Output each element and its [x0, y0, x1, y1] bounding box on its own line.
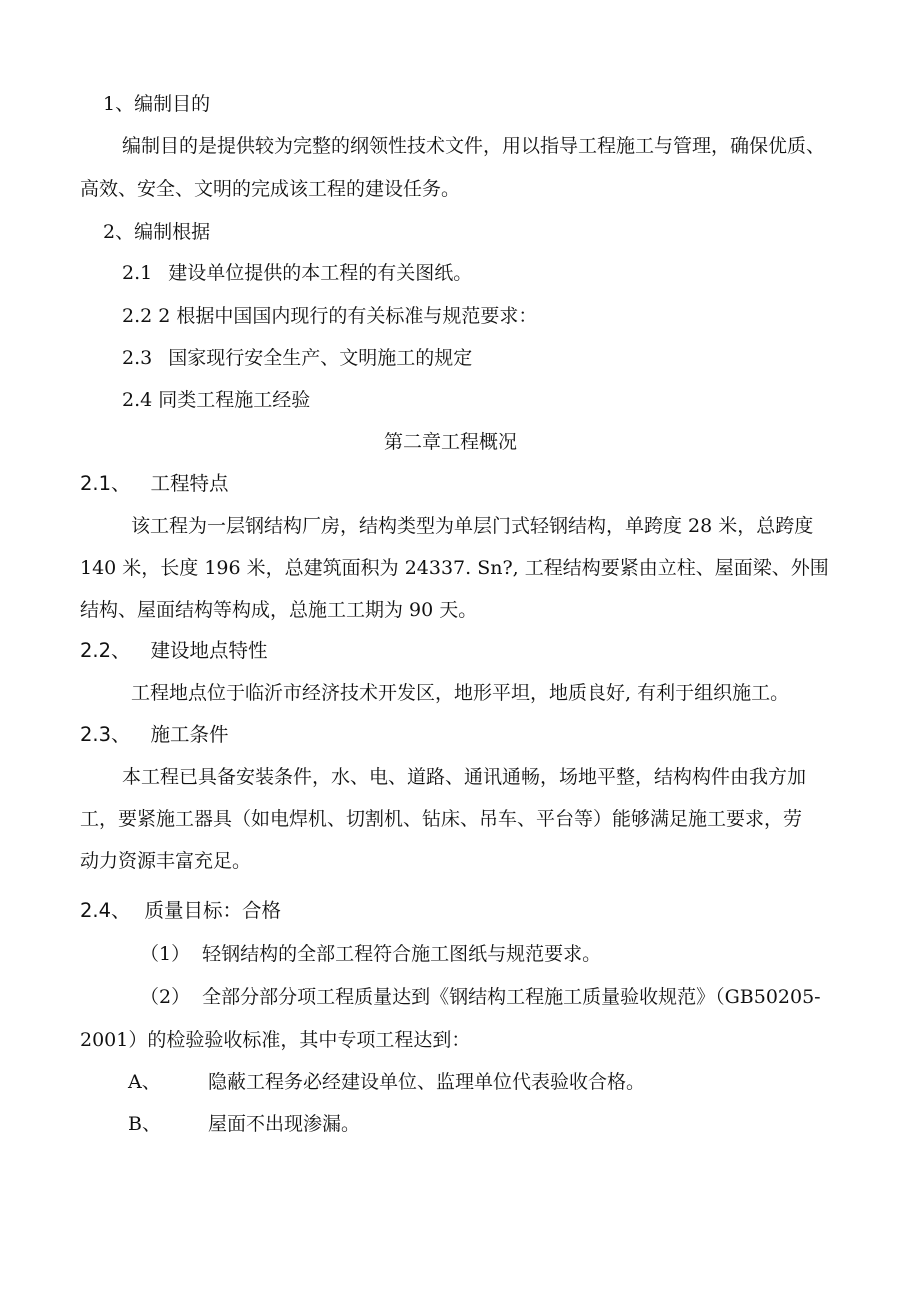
- section1-paragraph-line2: 高效、安全、文明的完成该工程的建设任务。: [80, 178, 461, 200]
- item-number: 2.1: [122, 262, 153, 284]
- item-number: （2）: [140, 986, 191, 1008]
- list-item: [140, 940, 601, 968]
- paragraph-2-3-line2: 工，要紧施工器具（如电焊机、切割机、钻床、吊车、平台等）能够满足施工要求，劳: [80, 808, 803, 830]
- item-number: （1）: [140, 943, 191, 965]
- item-letter: A、: [128, 1071, 161, 1093]
- subsection-heading-2-4: [80, 897, 281, 925]
- subsection-heading-2-1: [80, 470, 229, 498]
- paragraph-2-3-line1: 本工程已具备安装条件，水、电、道路、通讯通畅，场地平整，结构构件由我方加: [122, 766, 807, 788]
- heading-title: 施工条件: [150, 723, 229, 746]
- item-text: 隐蔽工程务必经建设单位、监理单位代表验收合格。: [208, 1071, 646, 1093]
- heading-number: 2.1、: [80, 472, 131, 495]
- item-number: 2.2: [122, 305, 153, 327]
- item-text: 轻钢结构的全部工程符合施工图纸与规范要求。: [202, 943, 602, 965]
- subsection-heading-2-2: [80, 637, 268, 665]
- section1-heading: 1、编制目的: [103, 93, 211, 115]
- heading-number: 2.3、: [80, 723, 131, 746]
- paragraph-2-1-line3: 结构、屋面结构等构成，总施工工期为 90 天。: [80, 599, 478, 621]
- heading-title: 工程特点: [150, 472, 229, 495]
- item-letter: B、: [128, 1113, 161, 1135]
- lettered-item: [128, 1110, 360, 1138]
- heading-title: 质量目标：合格: [144, 899, 282, 922]
- item-number: 2.3: [122, 347, 153, 369]
- list-item: [140, 983, 821, 1011]
- section1-paragraph-line1: 编制目的是提供较为完整的纲领性技术文件，用以指导工程施工与管理，确保优质、: [122, 135, 826, 157]
- section2-heading: 2、编制根据: [103, 221, 211, 243]
- lettered-item: [128, 1068, 645, 1096]
- heading-number: 2.2、: [80, 639, 131, 662]
- list-item: [122, 259, 472, 287]
- paragraph-2-2-line1: 工程地点位于临沂市经济技术开发区，地形平坦，地质良好, 有利于组织施工。: [131, 682, 790, 704]
- heading-title: 建设地点特性: [150, 639, 268, 662]
- subsection-heading-2-3: [80, 721, 229, 749]
- item-text: 同类工程施工经验: [158, 389, 311, 411]
- list-item: [122, 344, 472, 372]
- item-text: 建设单位提供的本工程的有关图纸。: [168, 262, 473, 284]
- item-text: 2 根据中国国内现行的有关标准与规范要求：: [158, 305, 538, 327]
- item-text: 屋面不出现渗漏。: [208, 1113, 361, 1135]
- paragraph-2-1-line2: 140 米，长度 196 米，总建筑面积为 24337. Sn?, 工程结构要紧由立柱、屋面梁、外围: [80, 557, 829, 579]
- list-item: [122, 386, 310, 414]
- heading-number: 2.4、: [80, 899, 131, 922]
- paragraph-2-3-line3: 动力资源丰富充足。: [80, 850, 252, 872]
- item-text: 全部分部分项工程质量达到《钢结构工程施工质量验收规范》（GB50205-: [202, 986, 821, 1008]
- item-text: 国家现行安全生产、文明施工的规定: [168, 347, 473, 369]
- item-number: 2.4: [122, 389, 153, 411]
- list-item: [122, 302, 537, 330]
- list-item-continuation: 2001）的检验验收标准，其中专项工程达到：: [80, 1029, 471, 1051]
- paragraph-2-1-line1: 该工程为一层钢结构厂房，结构类型为单层门式轻钢结构，单跨度 28 米，总跨度: [131, 515, 814, 537]
- chapter-title: 第二章工程概况: [384, 431, 518, 453]
